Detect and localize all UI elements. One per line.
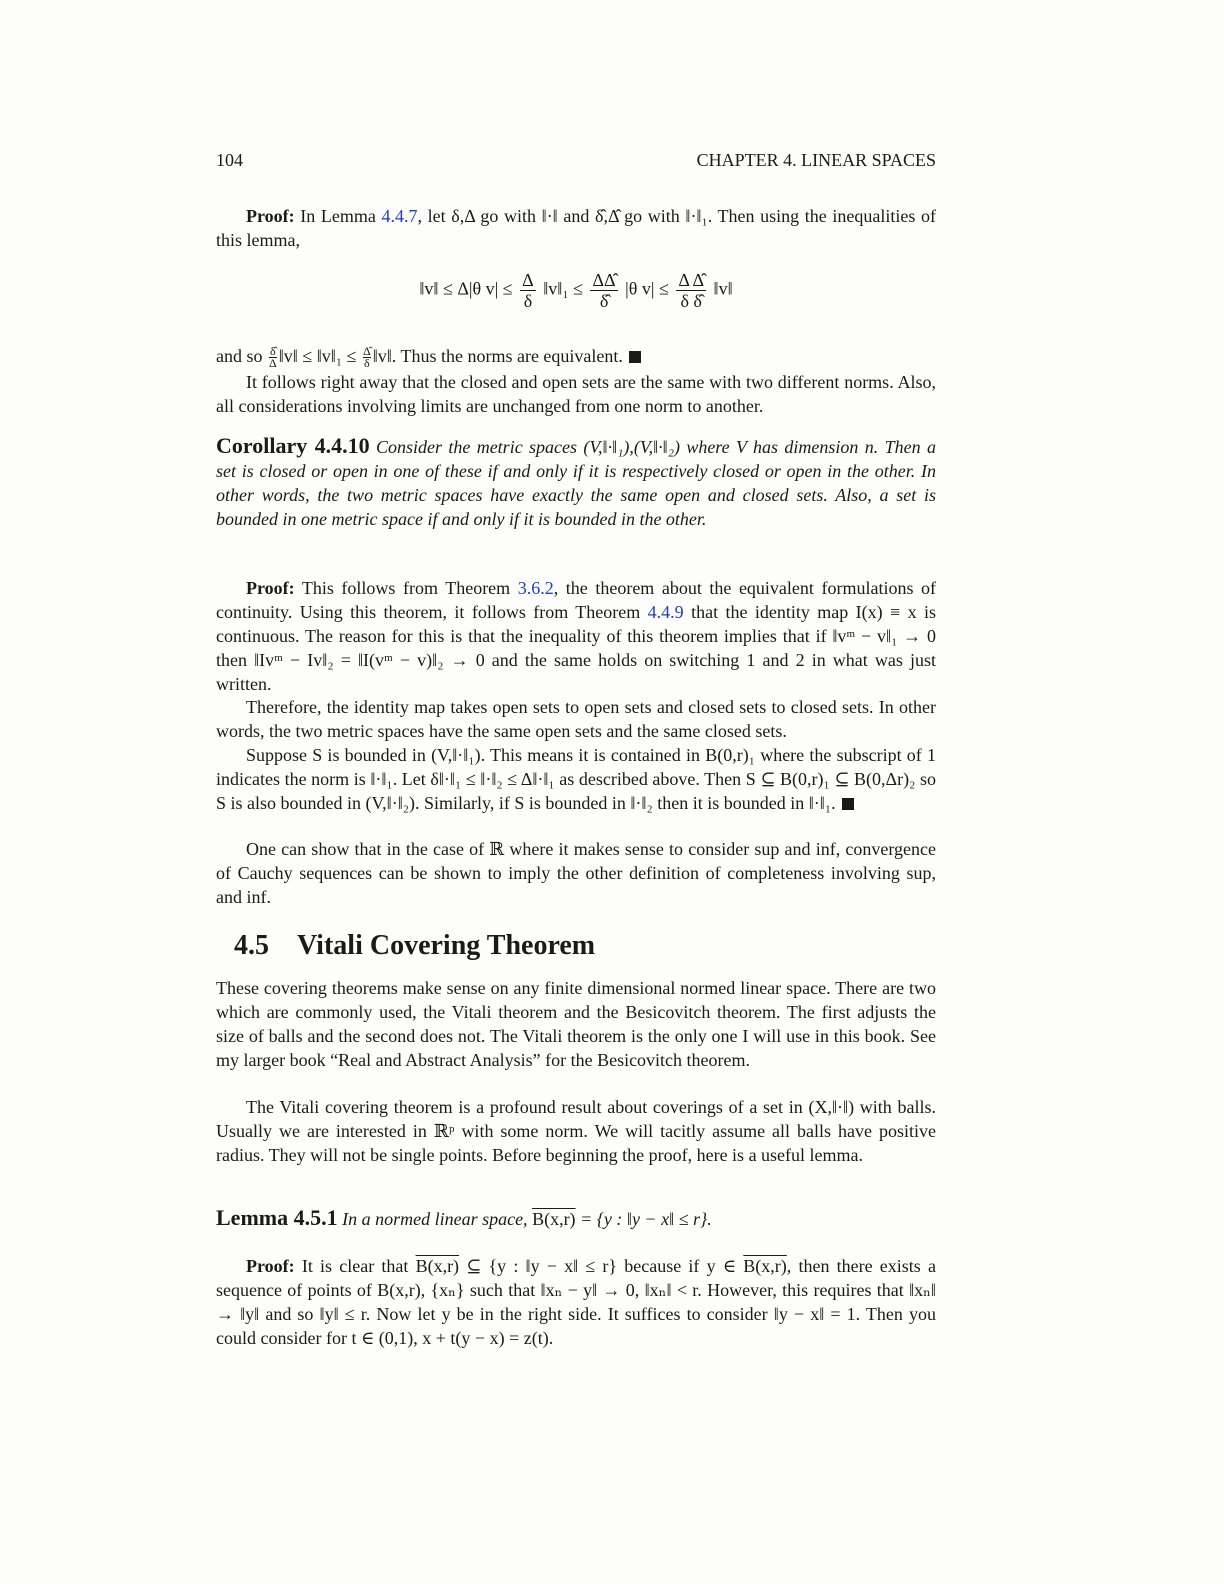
small-fraction: $\frac{\deltâ}{\Delta}$ — [269, 344, 277, 371]
small-fraction: $\frac{\Deltâ}{\delta}$ — [362, 344, 371, 371]
display-equation — [216, 270, 936, 311]
equation-part: ‖v‖ — [713, 278, 733, 299]
paragraph: One can show that in the case of ℝ where it makes sense to consider sup and inf, convergence of Cauchy sequences can be shown to imply the other definition of completeness involving sup, and inf. — [216, 839, 936, 907]
section-number: 4.5 — [234, 930, 269, 961]
corollary — [216, 434, 936, 531]
paragraph: Suppose S is bounded in (V,‖·‖₁). This means it is contained in B(0,r)₁ where the subscript of 1 indicates the norm is ‖·‖₁. Let δ‖·‖₁ ≤ ‖·‖₂ ≤ Δ‖·‖₁ as described above. Then S ⊆ B(0,r)₁ ⊆ B(0,Δr)₂ so S is also bounded in (V,‖·‖₂). Similarly, if S is bounded in ‖·‖₂ then it is bounded in ‖·‖₁. — [216, 745, 936, 813]
fraction: $\frac{\Delta\Deltâ}{\deltâ}$ — [592, 270, 616, 311]
lemma-label: Lemma 4.5.1 — [216, 1205, 338, 1230]
qed-square-icon — [629, 351, 641, 363]
fraction: $\frac{\Delta}{\delta}$ — [522, 270, 534, 311]
proof-label: Proof: — [246, 1256, 295, 1276]
section-title: Vitali Covering Theorem — [297, 930, 596, 961]
section-heading — [234, 930, 595, 962]
proof-text: In Lemma — [294, 206, 382, 226]
equation-part: |θ v| ≤ — [625, 278, 669, 299]
proof-paragraph-1 — [216, 204, 936, 252]
corollary-text: Consider the metric spaces (V,‖·‖₁),(V,‖·‖₂) where V has dimension n. Then a set is closed or open in one of these if and only if it is respectively closed or open in the other. In other words, the two metric spaces have exactly the same open and closed sets. Also, a set is bounded in one metric space if and only if it is bounded in the other. — [216, 437, 936, 529]
equivalence-line: and so $\frac{\deltâ}{\Delta}$ ‖v‖ ≤ ‖v‖₁ ≤ $\frac{\Deltâ}{\delta}$ ‖v‖. Thus the norms are equivalent. — [216, 344, 936, 369]
chapter-title: CHAPTER 4. LINEAR SPACES — [696, 150, 936, 170]
paragraph: Therefore, the identity map takes open sets to open sets and closed sets to closed sets. In other words, the two metric spaces have the same open sets and the same closed sets. — [216, 697, 936, 741]
proof-label: Proof: — [246, 206, 295, 226]
qed-square-icon — [842, 798, 854, 810]
proof-paragraph-3: Proof: It is clear that B(x,r) ⊆ {y : ‖y − x‖ ≤ r} because if y ∈ B(x,r), then there exists a sequence of points of B(x,r), {xₙ} such that ‖xₙ − y‖ → 0, ‖xₙ‖ < r. However, this requires that ‖xₙ‖ → ‖y‖ and so ‖y‖ ≤ r. Now let y be in the right side. It suffices to consider ‖y − x‖ = 1. Then you could consider for t ∈ (0,1), x + t(y − x) = z(t). — [216, 1256, 936, 1348]
proof-text: , let δ,Δ go with ‖·‖ and δ̂,Δ̂ go with ‖·‖₁. Then using the inequalities of this lemma, — [216, 206, 936, 250]
lemma: Lemma 4.5.1 In a normed linear space, B(x,r) = {y : ‖y − x‖ ≤ r}. — [216, 1205, 712, 1230]
paragraph: These covering theorems make sense on any finite dimensional normed linear space. There are two which are commonly used, the Vitali theorem and the Besicovitch theorem. The first adjusts the size of balls and the second does not. The Vitali theorem is the only one I will use in this book. See my larger book “Real and Abstract Analysis” for the Besicovitch theorem. — [216, 978, 936, 1070]
proof-paragraph-2: Proof: This follows from Theorem 3.6.2, the theorem about the equivalent formulations of continuity. Using this theorem, it follows from Theorem 4.4.9 that the identity map I(x) ≡ x is continuous. The reason for this is that the inequality of this theorem implies that if ‖vᵐ − v‖₁ → 0 then ‖Ivᵐ − Iv‖₂ = ‖I(vᵐ − v)‖₂ → 0 and the same holds on switching 1 and 2 in what was just written. — [216, 578, 936, 694]
paragraph: It follows right away that the closed and open sets are the same with two different norms. Also, all considerations involving limits are unchanged from one norm to another. — [216, 372, 936, 416]
proof-label: Proof: — [246, 578, 295, 598]
lemma-reference-link[interactable]: 4.4.7 — [381, 206, 418, 226]
page-number: 104 — [216, 150, 243, 170]
theorem-reference-link[interactable]: 4.4.9 — [647, 602, 684, 622]
equation-part: ‖v‖ ≤ Δ|θ v| ≤ — [419, 278, 513, 299]
equation-part: ‖v‖₁ ≤ — [543, 278, 583, 299]
theorem-reference-link[interactable]: 3.6.2 — [517, 578, 554, 598]
fraction: $\frac{\text{Δ Δ̂}}{\text{δ δ̂}}$ — [678, 270, 705, 311]
paragraph: The Vitali covering theorem is a profound result about coverings of a set in (X,‖·‖) with balls. Usually we are interested in ℝᵖ with some norm. We will tacitly assume all balls have positive radius. They will not be single points. Before beginning the proof, here is a useful lemma. — [216, 1097, 936, 1165]
corollary-label: Corollary 4.4.10 — [216, 433, 370, 458]
